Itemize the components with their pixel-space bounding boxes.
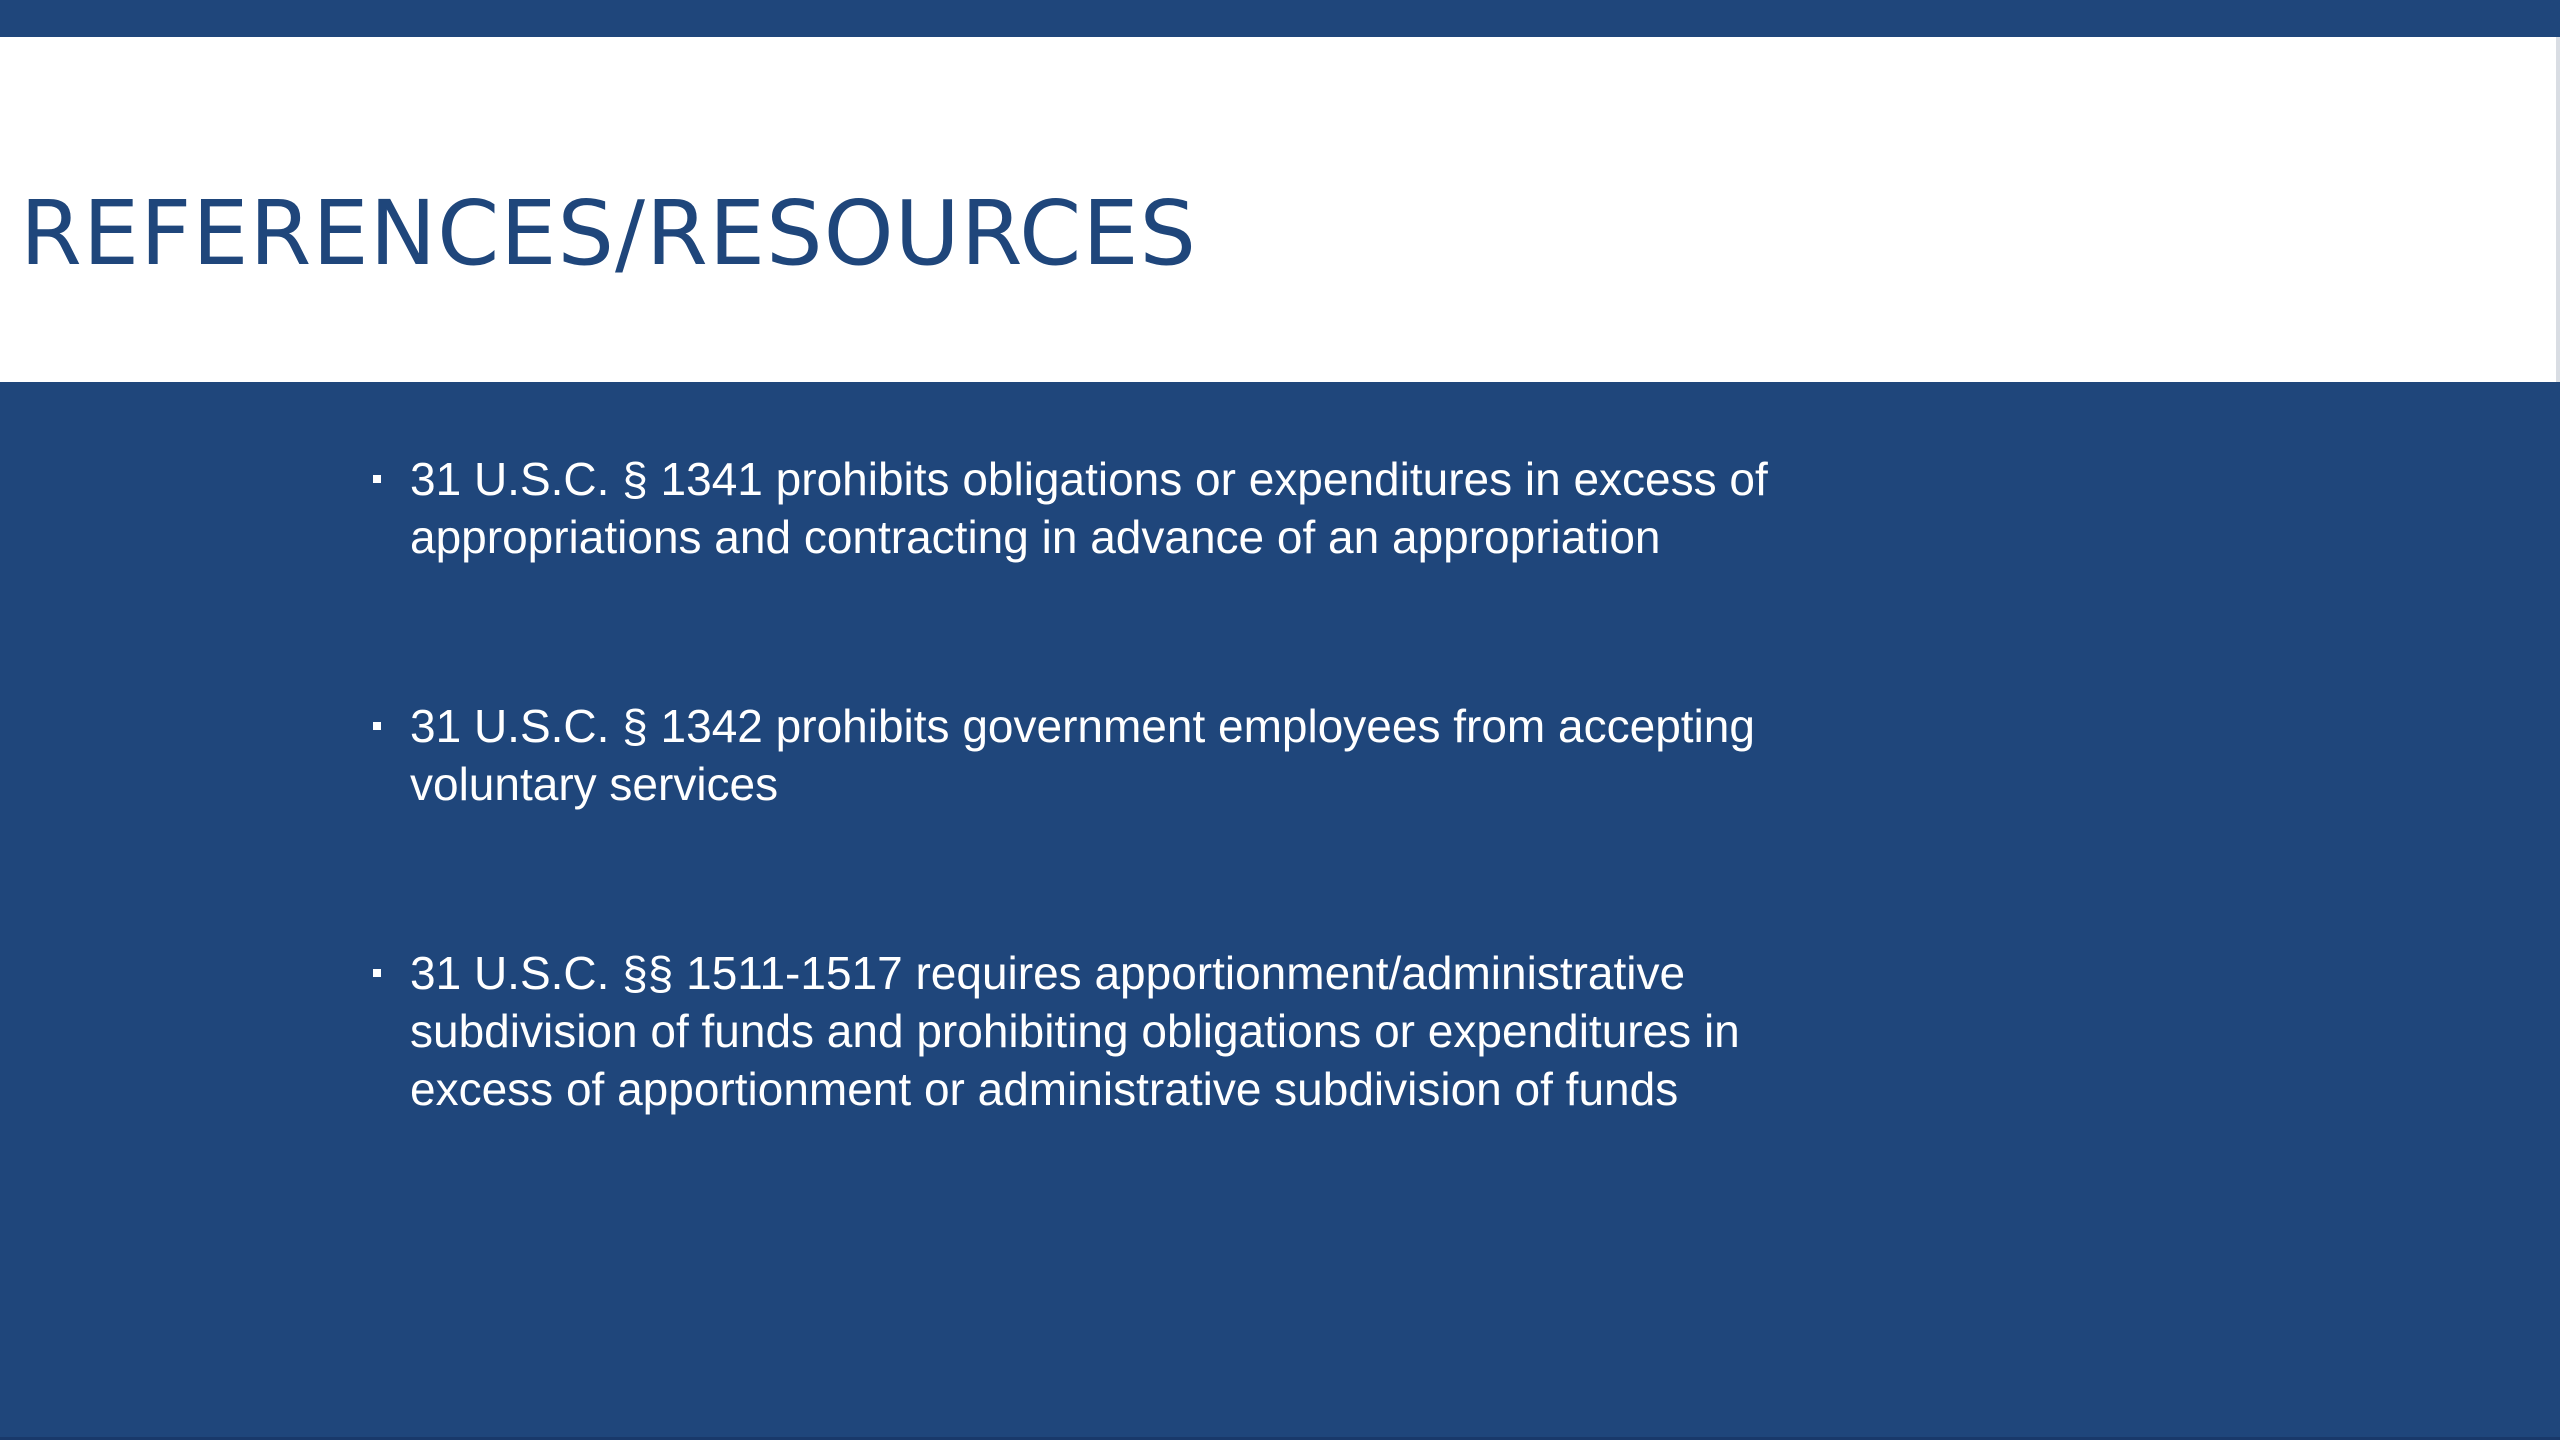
square-bullet-icon [373, 475, 381, 483]
bullet-text: 31 U.S.C. § 1342 prohibits government employees from accepting voluntary services [410, 700, 1755, 810]
title-band [0, 37, 2560, 382]
bullet-text: 31 U.S.C. § 1341 prohibits obligations or expenditures in excess of appropriations and contracting in advance of an appropriation [410, 453, 1768, 563]
bullet-text: 31 U.S.C. §§ 1511-1517 requires apportionment/administrative subdivision of funds and prohibiting obligations or expenditures in excess of apportionment or administrative subdivision of funds [410, 947, 1740, 1115]
square-bullet-icon [373, 969, 381, 977]
bullet-list [370, 450, 1890, 1118]
square-bullet-icon [373, 722, 381, 730]
bullet-item-1341 [370, 450, 1890, 566]
bullet-item-1511-1517 [370, 944, 1890, 1118]
slide-title: REFERENCES/RESOURCES [20, 181, 1198, 285]
bullet-item-1342 [370, 697, 1890, 813]
